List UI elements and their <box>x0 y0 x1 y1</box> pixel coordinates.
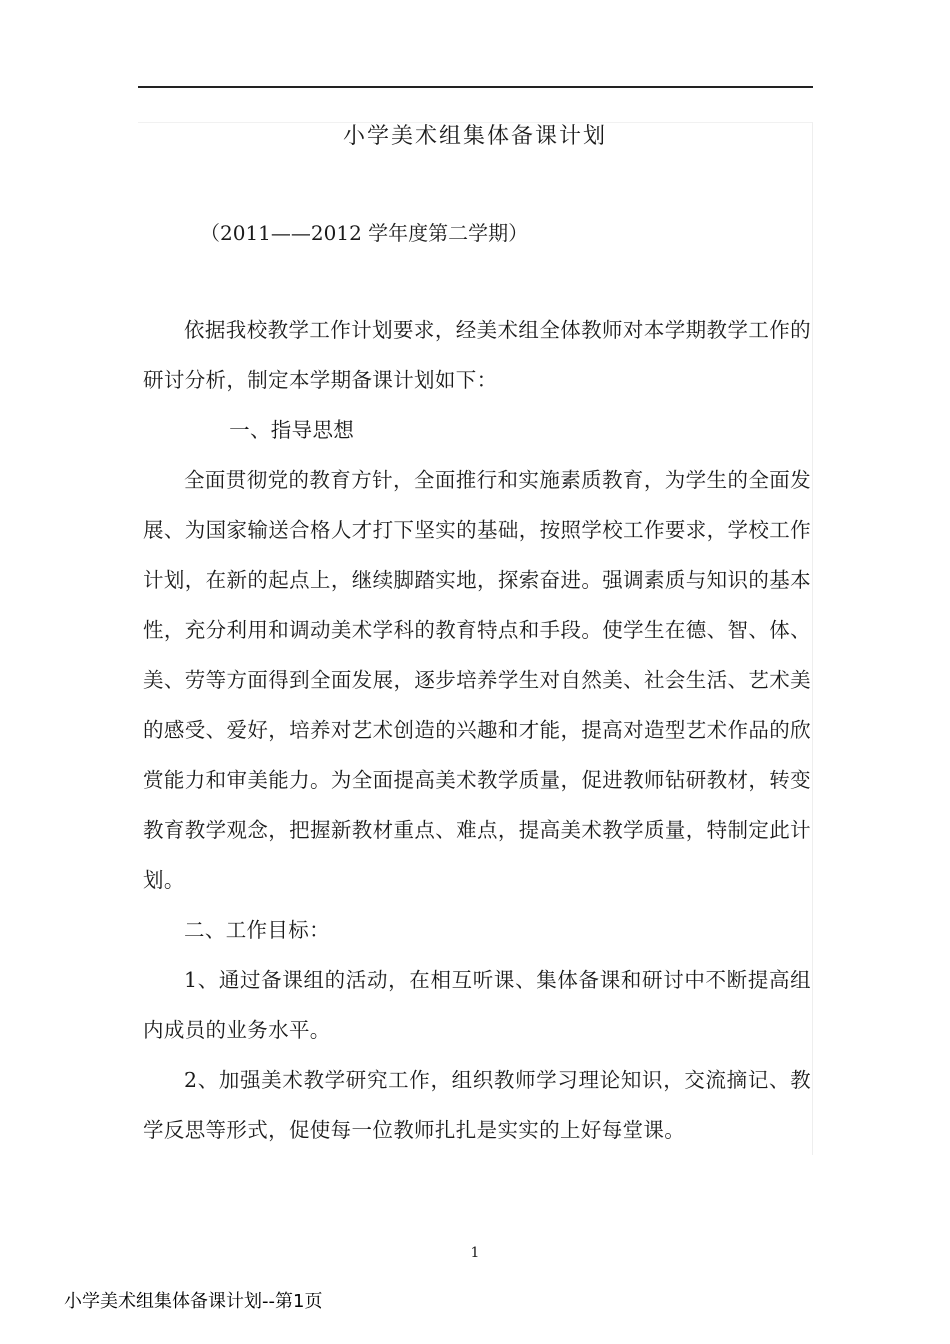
document-title: 小学美术组集体备课计划 <box>342 124 607 149</box>
goal-item-2: 2、加强美术教学研究工作，组织教师学习理论知识，交流摘记、教学反思等形式，促使每一位教师扎扎是实实的上好每堂课。 <box>143 1068 811 1142</box>
document-body <box>143 305 811 1155</box>
header-rule <box>138 86 813 88</box>
guiding-ideology-paragraph: 全面贯彻党的教育方针，全面推行和实施素质教育，为学生的全面发展、为国家输送合格人才打下坚实的基础，按照学校工作要求，学校工作计划，在新的起点上，继续脚踏实地，探索奋进。强调素质与知识的基本性，充分利用和调动美术学科的教育特点和手段。使学生在德、智、体、美、劳等方面得到全面发展，逐步培养学生对自然美、社会生活、艺术美的感受、爱好，培养对艺术创造的兴趣和才能，提高对造型艺术作品的欣赏能力和审美能力。为全面提高美术教学质量，促进教师钻研教材，转变教育教学观念，把握新教材重点、难点，提高美术教学质量，特制定此计划。 <box>143 468 811 892</box>
intro-paragraph: 依据我校教学工作计划要求，经美术组全体教师对本学期教学工作的研讨分析，制定本学期备课计划如下： <box>143 318 811 392</box>
footer-caption: 小学美术组集体备课计划--第1页 <box>64 1291 323 1312</box>
page-number: 1 <box>470 1245 480 1261</box>
section-heading-guiding-ideology: 一、指导思想 <box>229 418 355 442</box>
document-subtitle: （2011——2012 学年度第二学期） <box>200 221 529 245</box>
goal-item-1: 1、通过备课组的活动，在相互听课、集体备课和研讨中不断提高组内成员的业务水平。 <box>143 968 811 1042</box>
section-heading-work-goals: 二、工作目标： <box>184 918 330 942</box>
